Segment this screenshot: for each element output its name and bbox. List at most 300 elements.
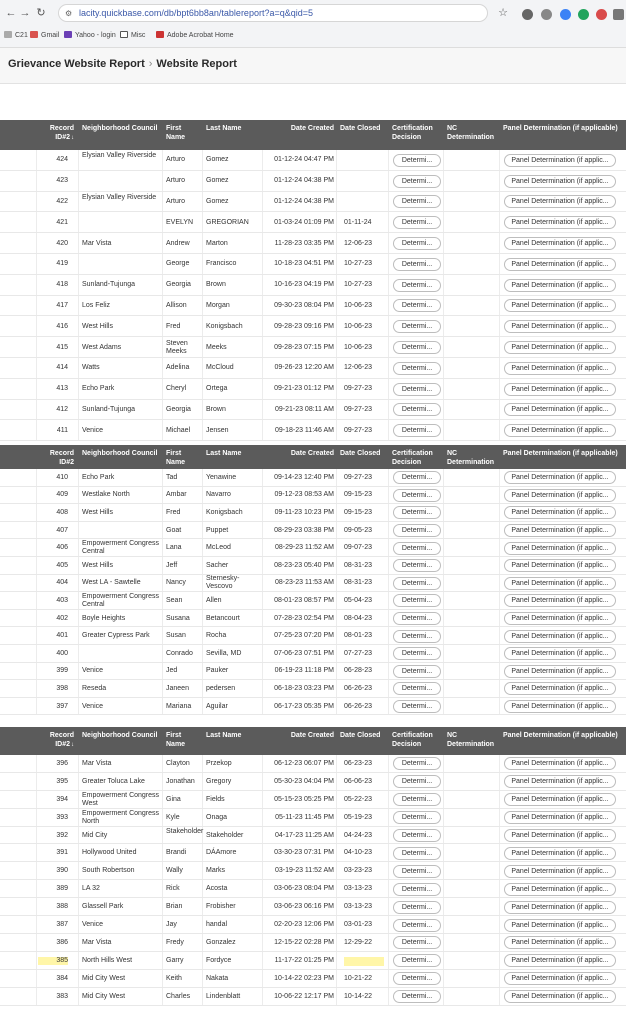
column-header-label: Panel Determination (if applicable)	[503, 125, 618, 132]
date-created-cell: 03-19-23 11:52 AM	[274, 867, 334, 875]
panel-determination-button[interactable]: Panel Determination (if applic...	[504, 700, 616, 713]
certification-decision-button[interactable]: Determi...	[393, 320, 441, 333]
record-id-cell[interactable]: 397	[56, 702, 68, 710]
panel-determination-button[interactable]: Panel Determination (if applic...	[504, 594, 616, 607]
panel-determination-button[interactable]: Panel Determination (if applic...	[504, 154, 616, 167]
certification-decision-button[interactable]: Determi...	[393, 506, 441, 519]
last-name-cell: Francisco	[206, 260, 237, 268]
council-cell: Westlake North	[82, 491, 130, 499]
certification-decision-button[interactable]: Determi...	[393, 775, 441, 788]
table-row[interactable]	[0, 192, 626, 213]
table-header	[0, 727, 626, 755]
panel-determination-button[interactable]: Panel Determination (if applic...	[504, 757, 616, 770]
panel-determination-button[interactable]: Panel Determination (if applic...	[504, 847, 616, 860]
table-row[interactable]	[0, 898, 626, 916]
url-text[interactable]: lacity.quickbase.com/db/bpt6bb8an/tablereport?a=q&qid=5	[79, 8, 313, 18]
certification-decision-button[interactable]: Determi...	[393, 559, 441, 572]
last-name-cell: Gomez	[206, 197, 229, 205]
table-row[interactable]	[0, 610, 626, 628]
breadcrumb-app[interactable]: Grievance Website Report	[8, 58, 145, 70]
certification-decision-button[interactable]: Determi...	[393, 829, 441, 842]
sort-down-icon[interactable]: ↓	[71, 742, 74, 748]
date-created-cell: 01-12-24 04:47 PM	[274, 156, 334, 164]
date-closed-cell: 08-31-23	[344, 579, 373, 587]
panel-determination-button[interactable]: Panel Determination (if applic...	[504, 559, 616, 572]
record-id-cell[interactable]: 407	[56, 526, 68, 534]
certification-decision-button[interactable]: Determi...	[393, 577, 441, 590]
column-header-label: Date Created	[290, 125, 334, 132]
certification-decision-button[interactable]: Determi...	[393, 972, 441, 985]
forward-icon[interactable]: →	[19, 7, 31, 19]
column-header-label: First Name	[166, 732, 186, 748]
table-row[interactable]	[0, 827, 626, 845]
panel-determination-button[interactable]: Panel Determination (if applic...	[504, 883, 616, 896]
council-cell: Venice	[82, 667, 104, 675]
date-created-cell: 09-28-23 09:16 PM	[274, 322, 334, 330]
column-header-label: Neighborhood Council	[82, 125, 158, 132]
column-header-last[interactable]	[206, 124, 256, 133]
record-id-cell[interactable]: 398	[56, 684, 68, 692]
column-header-closed[interactable]	[340, 449, 384, 458]
record-id-cell[interactable]: 403	[56, 596, 68, 604]
panel-determination-button[interactable]: Panel Determination (if applic...	[504, 506, 616, 519]
table-row[interactable]	[0, 420, 626, 441]
panel-determination-button[interactable]: Panel Determination (if applic...	[504, 542, 616, 555]
record-id-cell[interactable]: 395	[56, 777, 68, 785]
record-id-cell[interactable]: 388	[56, 903, 68, 911]
record-id-cell[interactable]: 410	[56, 473, 68, 481]
column-header-nc[interactable]	[447, 731, 497, 749]
table-row[interactable]	[0, 663, 626, 681]
panel-determination-button[interactable]: Panel Determination (if applic...	[504, 237, 616, 250]
first-name-cell: Allison	[166, 301, 187, 309]
date-closed-cell: 03-23-23	[344, 867, 373, 875]
record-id-cell[interactable]: 418	[56, 281, 68, 289]
table-row[interactable]	[0, 592, 626, 610]
column-header-label: Neighborhood Council	[82, 732, 158, 739]
panel-determination-button[interactable]: Panel Determination (if applic...	[504, 424, 616, 437]
record-id-cell[interactable]: 406	[56, 544, 68, 552]
certification-decision-button[interactable]: Determi...	[393, 630, 441, 643]
back-icon[interactable]: ←	[5, 7, 17, 19]
column-header-cert[interactable]	[392, 449, 442, 467]
column-header-council[interactable]	[82, 124, 162, 133]
panel-determination-button[interactable]: Panel Determination (if applic...	[504, 793, 616, 806]
council-cell: Greater Toluca Lake	[82, 777, 145, 785]
table-row[interactable]	[0, 755, 626, 773]
column-header-cert[interactable]	[392, 124, 442, 142]
table-row[interactable]	[0, 680, 626, 698]
record-id-cell[interactable]: 394	[56, 795, 68, 803]
council-cell: Mid City West	[82, 974, 126, 982]
first-name-cell: Charles	[166, 992, 191, 1000]
column-header-first[interactable]	[166, 124, 202, 142]
panel-determination-button[interactable]: Panel Determination (if applic...	[504, 216, 616, 229]
column-header-closed[interactable]	[340, 731, 384, 740]
table-row[interactable]	[0, 487, 626, 505]
table-row[interactable]	[0, 627, 626, 645]
column-header-first[interactable]	[166, 449, 202, 467]
record-id-cell[interactable]: 396	[56, 759, 68, 767]
last-name-cell: Sevilla, MD	[206, 649, 242, 657]
column-header-label: Date Created	[290, 450, 334, 457]
panel-determination-button[interactable]: Panel Determination (if applic...	[504, 972, 616, 985]
column-header-council[interactable]	[82, 731, 162, 740]
bookmark-item[interactable]: Gmail	[30, 31, 59, 39]
certification-decision-button[interactable]: Determi...	[393, 195, 441, 208]
council-cell: Mid City	[82, 831, 108, 839]
certification-decision-button[interactable]: Determi...	[393, 542, 441, 555]
date-created-cell: 04-17-23 11:25 AM	[274, 831, 334, 839]
record-id-cell[interactable]: 423	[56, 177, 68, 185]
extension-icon[interactable]	[560, 9, 571, 20]
first-name-cell: Fredy	[166, 938, 184, 946]
first-name-cell: Goat	[166, 526, 182, 534]
table-row[interactable]	[0, 773, 626, 791]
last-name-cell: Jensen	[206, 426, 229, 434]
column-header-record-id[interactable]	[40, 124, 74, 143]
record-id-cell[interactable]: 399	[56, 667, 68, 675]
column-header-created[interactable]	[266, 124, 334, 133]
certification-decision-button[interactable]: Determi...	[393, 341, 441, 354]
last-name-cell: Fields	[206, 795, 225, 803]
date-created-cell: 01-12-24 04:38 PM	[274, 177, 334, 185]
date-created-cell: 09-26-23 12:20 AM	[274, 364, 334, 372]
council-cell: West Hills	[82, 508, 113, 516]
table-row[interactable]	[0, 504, 626, 522]
first-name-cell: Garry	[166, 956, 184, 964]
certification-decision-button[interactable]: Determi...	[393, 954, 441, 967]
address-bar[interactable]	[58, 4, 488, 22]
column-header-record-id[interactable]	[40, 449, 74, 467]
column-header-record-id[interactable]	[40, 731, 74, 750]
column-header-last[interactable]	[206, 731, 256, 740]
record-id-cell[interactable]: 413	[56, 385, 68, 393]
certification-decision-button[interactable]: Determi...	[393, 279, 441, 292]
last-name-cell: Przekop	[206, 759, 232, 767]
column-header-label: First Name	[166, 125, 186, 141]
council-cell: Los Feliz	[82, 301, 111, 309]
record-id-cell[interactable]: 402	[56, 614, 68, 622]
column-header-label: Record ID#2	[49, 450, 74, 466]
panel-determination-button[interactable]: Panel Determination (if applic...	[504, 682, 616, 695]
certification-decision-button[interactable]: Determi...	[393, 154, 441, 167]
table-row[interactable]	[0, 698, 626, 716]
table-row[interactable]	[0, 916, 626, 934]
record-id-cell[interactable]: 419	[56, 260, 68, 268]
reload-icon[interactable]: ↻	[36, 7, 46, 19]
record-id-cell[interactable]: 405	[56, 561, 68, 569]
certification-decision-button[interactable]: Determi...	[393, 665, 441, 678]
panel-determination-button[interactable]: Panel Determination (if applic...	[504, 954, 616, 967]
certification-decision-button[interactable]: Determi...	[393, 403, 441, 416]
date-closed-cell: 08-31-23	[344, 561, 373, 569]
record-id-cell[interactable]: 389	[56, 885, 68, 893]
table-row[interactable]	[0, 970, 626, 988]
certification-decision-button[interactable]: Determi...	[393, 424, 441, 437]
column-header-panel[interactable]	[503, 124, 621, 133]
certification-decision-button[interactable]: Determi...	[393, 883, 441, 896]
column-header-panel[interactable]	[503, 731, 621, 740]
certification-decision-button[interactable]: Determi...	[393, 471, 441, 484]
table-row[interactable]	[0, 845, 626, 863]
panel-determination-button[interactable]: Panel Determination (if applic...	[504, 524, 616, 537]
table-row[interactable]	[0, 880, 626, 898]
record-id-cell[interactable]: 391	[56, 849, 68, 857]
sort-down-icon[interactable]: ↓	[71, 135, 74, 141]
bookmark-star-icon[interactable]: ☆	[498, 7, 508, 19]
certification-decision-button[interactable]: Determi...	[393, 811, 441, 824]
council-cell: Hollywood United	[82, 849, 137, 857]
record-id-cell[interactable]: 400	[56, 649, 68, 657]
table-row[interactable]	[0, 171, 626, 192]
record-id-cell[interactable]: 401	[56, 632, 68, 640]
council-cell: Echo Park	[82, 473, 115, 481]
table-row[interactable]	[0, 791, 626, 809]
panel-determination-button[interactable]: Panel Determination (if applic...	[504, 362, 616, 375]
record-id-cell[interactable]: 404	[56, 579, 68, 587]
record-id-cell[interactable]: 409	[56, 491, 68, 499]
date-created-cell: 08-23-23 11:53 AM	[274, 579, 334, 587]
column-header-panel[interactable]	[503, 449, 621, 458]
table-row[interactable]	[0, 522, 626, 540]
panel-determination-button[interactable]: Panel Determination (if applic...	[504, 175, 616, 188]
bookmark-item[interactable]: Misc	[120, 31, 145, 39]
certification-decision-button[interactable]: Determi...	[393, 847, 441, 860]
record-id-cell[interactable]: 417	[56, 301, 68, 309]
certification-decision-button[interactable]: Determi...	[393, 524, 441, 537]
panel-determination-button[interactable]: Panel Determination (if applic...	[504, 471, 616, 484]
table-row[interactable]	[0, 296, 626, 317]
panel-determination-button[interactable]: Panel Determination (if applic...	[504, 279, 616, 292]
table-row[interactable]	[0, 469, 626, 487]
record-id-cell[interactable]: 387	[56, 921, 68, 929]
certification-decision-button[interactable]: Determi...	[393, 258, 441, 271]
date-closed-cell: 10-06-23	[344, 343, 373, 351]
date-created-cell: 03-06-23 06:16 PM	[274, 903, 334, 911]
date-closed-cell: 10-21-22	[344, 974, 373, 982]
certification-decision-button[interactable]: Determi...	[393, 216, 441, 229]
record-id-cell[interactable]: 412	[56, 405, 68, 413]
panel-determination-button[interactable]: Panel Determination (if applic...	[504, 811, 616, 824]
first-name-cell: George	[166, 260, 190, 268]
date-created-cell: 01-12-24 04:38 PM	[274, 197, 334, 205]
date-created-cell: 08-29-23 03:38 PM	[274, 526, 334, 534]
record-id-cell[interactable]: 414	[56, 364, 68, 372]
table-row[interactable]	[0, 254, 626, 275]
extension-icon[interactable]	[522, 9, 533, 20]
panel-determination-button[interactable]: Panel Determination (if applic...	[504, 647, 616, 660]
date-closed-cell: 01-11-24	[344, 218, 372, 226]
column-header-label: Date Closed	[340, 732, 381, 739]
table-row[interactable]	[0, 988, 626, 1006]
date-created-cell: 11-28-23 03:35 PM	[274, 239, 334, 247]
record-id-cell[interactable]: 385	[38, 957, 68, 965]
date-closed-cell: 12-29-22	[344, 938, 373, 946]
panel-determination-button[interactable]: Panel Determination (if applic...	[504, 630, 616, 643]
panel-determination-button[interactable]: Panel Determination (if applic...	[504, 258, 616, 271]
table-row[interactable]	[0, 379, 626, 400]
last-name-cell: Pauker	[206, 667, 229, 675]
panel-determination-button[interactable]: Panel Determination (if applic...	[504, 919, 616, 932]
date-closed-cell: 07-27-23	[344, 649, 373, 657]
bookmark-item[interactable]: Adobe Acrobat Home	[156, 31, 234, 39]
panel-determination-button[interactable]: Panel Determination (if applic...	[504, 990, 616, 1003]
extension-icon[interactable]	[596, 9, 607, 20]
table-row[interactable]	[0, 275, 626, 296]
first-name-cell: Fred	[166, 322, 181, 330]
record-id-cell[interactable]: 393	[56, 813, 68, 821]
panel-determination-button[interactable]: Panel Determination (if applic...	[504, 665, 616, 678]
certification-decision-button[interactable]: Determi...	[393, 594, 441, 607]
panel-determination-button[interactable]: Panel Determination (if applic...	[504, 383, 616, 396]
record-id-cell[interactable]: 383	[56, 992, 68, 1000]
last-name-cell: Lindenblatt	[206, 992, 241, 1000]
first-name-cell: Jeff	[166, 561, 178, 569]
last-name-cell: Sacher	[206, 561, 229, 569]
column-header-nc[interactable]	[447, 449, 497, 467]
date-closed-cell: 09-27-23	[344, 473, 373, 481]
column-header-created[interactable]	[266, 449, 334, 458]
table-row[interactable]	[0, 645, 626, 663]
panel-determination-button[interactable]: Panel Determination (if applic...	[504, 403, 616, 416]
column-header-nc[interactable]	[447, 124, 497, 142]
column-header-council[interactable]	[82, 449, 162, 458]
table-row[interactable]	[0, 557, 626, 575]
date-created-cell: 10-18-23 04:51 PM	[274, 260, 334, 268]
date-created-cell: 09-21-23 01:12 PM	[274, 385, 334, 393]
record-id-cell[interactable]: 384	[56, 974, 68, 982]
table-row[interactable]	[0, 358, 626, 379]
date-closed-cell: 08-04-23	[344, 614, 373, 622]
certification-decision-button[interactable]: Determi...	[393, 793, 441, 806]
record-id-cell[interactable]: 424	[56, 156, 68, 164]
certification-decision-button[interactable]: Determi...	[393, 299, 441, 312]
last-name-cell: Frobisher	[206, 903, 236, 911]
table-row[interactable]	[0, 212, 626, 233]
record-id-cell[interactable]: 390	[56, 867, 68, 875]
panel-determination-button[interactable]: Panel Determination (if applic...	[504, 612, 616, 625]
date-created-cell: 09-18-23 11:46 AM	[274, 426, 334, 434]
certification-decision-button[interactable]: Determi...	[393, 700, 441, 713]
column-header-last[interactable]	[206, 449, 256, 458]
certification-decision-button[interactable]: Determi...	[393, 647, 441, 660]
first-name-cell: Susana	[166, 614, 190, 622]
bookmark-item[interactable]: Yahoo - login	[64, 31, 116, 39]
certification-decision-button[interactable]: Determi...	[393, 990, 441, 1003]
table-row[interactable]	[0, 862, 626, 880]
panel-determination-button[interactable]: Panel Determination (if applic...	[504, 341, 616, 354]
certification-decision-button[interactable]: Determi...	[393, 383, 441, 396]
last-name-cell: Fordyce	[206, 956, 232, 964]
table-row[interactable]	[0, 934, 626, 952]
table-row[interactable]	[0, 316, 626, 337]
table-row[interactable]	[0, 575, 626, 593]
table-row[interactable]	[0, 233, 626, 254]
date-closed-cell: 06-26-23	[344, 684, 373, 692]
date-closed-cell: 03-01-23	[344, 921, 373, 929]
panel-determination-button[interactable]: Panel Determination (if applic...	[504, 829, 616, 842]
certification-decision-button[interactable]: Determi...	[393, 682, 441, 695]
record-id-cell[interactable]: 421	[56, 218, 68, 226]
bookmark-item[interactable]: C21	[4, 31, 28, 39]
council-cell: Sunland-Tujunga	[82, 281, 136, 289]
record-id-cell[interactable]: 420	[56, 239, 68, 247]
panel-determination-button[interactable]: Panel Determination (if applic...	[504, 320, 616, 333]
column-header-cert[interactable]	[392, 731, 442, 749]
panel-determination-button[interactable]: Panel Determination (if applic...	[504, 489, 616, 502]
panel-determination-button[interactable]: Panel Determination (if applic...	[504, 195, 616, 208]
record-id-cell[interactable]: 416	[56, 322, 68, 330]
table-row[interactable]	[0, 539, 626, 557]
date-created-cell: 06-12-23 06:07 PM	[274, 759, 334, 767]
certification-decision-button[interactable]: Determi...	[393, 865, 441, 878]
first-name-cell: Mariana	[166, 702, 192, 710]
record-id-cell[interactable]: 408	[56, 508, 68, 516]
date-created-cell: 02-20-23 12:06 PM	[274, 921, 334, 929]
date-closed-cell: 06-23-23	[344, 759, 373, 767]
extensions-puzzle-icon[interactable]	[613, 9, 624, 20]
column-header-created[interactable]	[266, 731, 334, 740]
extension-icon[interactable]	[578, 9, 589, 20]
date-created-cell: 12-15-22 02:28 PM	[274, 938, 334, 946]
certification-decision-button[interactable]: Determi...	[393, 489, 441, 502]
first-name-cell: Susan	[166, 632, 186, 640]
table-row[interactable]	[0, 952, 626, 970]
last-name-cell: Aguilar	[206, 702, 228, 710]
site-info-icon[interactable]: ⚙	[65, 9, 73, 18]
adobe-icon	[156, 31, 164, 38]
panel-determination-button[interactable]: Panel Determination (if applic...	[504, 865, 616, 878]
column-header-first[interactable]	[166, 731, 202, 749]
record-id-cell[interactable]: 386	[56, 938, 68, 946]
record-id-cell[interactable]: 415	[56, 343, 68, 351]
last-name-cell: Gomez	[206, 156, 229, 164]
panel-determination-button[interactable]: Panel Determination (if applic...	[504, 577, 616, 590]
first-name-cell: Steven Meeks	[166, 339, 188, 355]
column-header-label: Panel Determination (if applicable)	[503, 732, 618, 739]
date-created-cell: 09-21-23 08:11 AM	[274, 405, 334, 413]
record-id-cell[interactable]: 392	[56, 831, 68, 839]
certification-decision-button[interactable]: Determi...	[393, 757, 441, 770]
certification-decision-button[interactable]: Determi...	[393, 237, 441, 250]
certification-decision-button[interactable]: Determi...	[393, 936, 441, 949]
table-row[interactable]	[0, 400, 626, 421]
panel-determination-button[interactable]: Panel Determination (if applic...	[504, 775, 616, 788]
certification-decision-button[interactable]: Determi...	[393, 175, 441, 188]
table-row[interactable]	[0, 809, 626, 827]
panel-determination-button[interactable]: Panel Determination (if applic...	[504, 936, 616, 949]
certification-decision-button[interactable]: Determi...	[393, 919, 441, 932]
certification-decision-button[interactable]: Determi...	[393, 612, 441, 625]
extension-icon[interactable]	[541, 9, 552, 20]
panel-determination-button[interactable]: Panel Determination (if applic...	[504, 901, 616, 914]
table-row[interactable]	[0, 337, 626, 358]
certification-decision-button[interactable]: Determi...	[393, 901, 441, 914]
panel-determination-button[interactable]: Panel Determination (if applic...	[504, 299, 616, 312]
date-closed-cell: 06-06-23	[344, 777, 373, 785]
first-name-cell: Arturo	[166, 156, 186, 164]
table-row[interactable]	[0, 150, 626, 171]
record-id-cell[interactable]: 422	[56, 197, 68, 205]
column-header-closed[interactable]	[340, 124, 384, 133]
last-name-cell: Morgan	[206, 301, 230, 309]
column-header-label: Date Closed	[340, 125, 381, 132]
last-name-cell: Marton	[206, 239, 228, 247]
date-closed-cell: 10-27-23	[344, 260, 373, 268]
record-id-cell[interactable]: 411	[56, 426, 68, 434]
certification-decision-button[interactable]: Determi...	[393, 362, 441, 375]
